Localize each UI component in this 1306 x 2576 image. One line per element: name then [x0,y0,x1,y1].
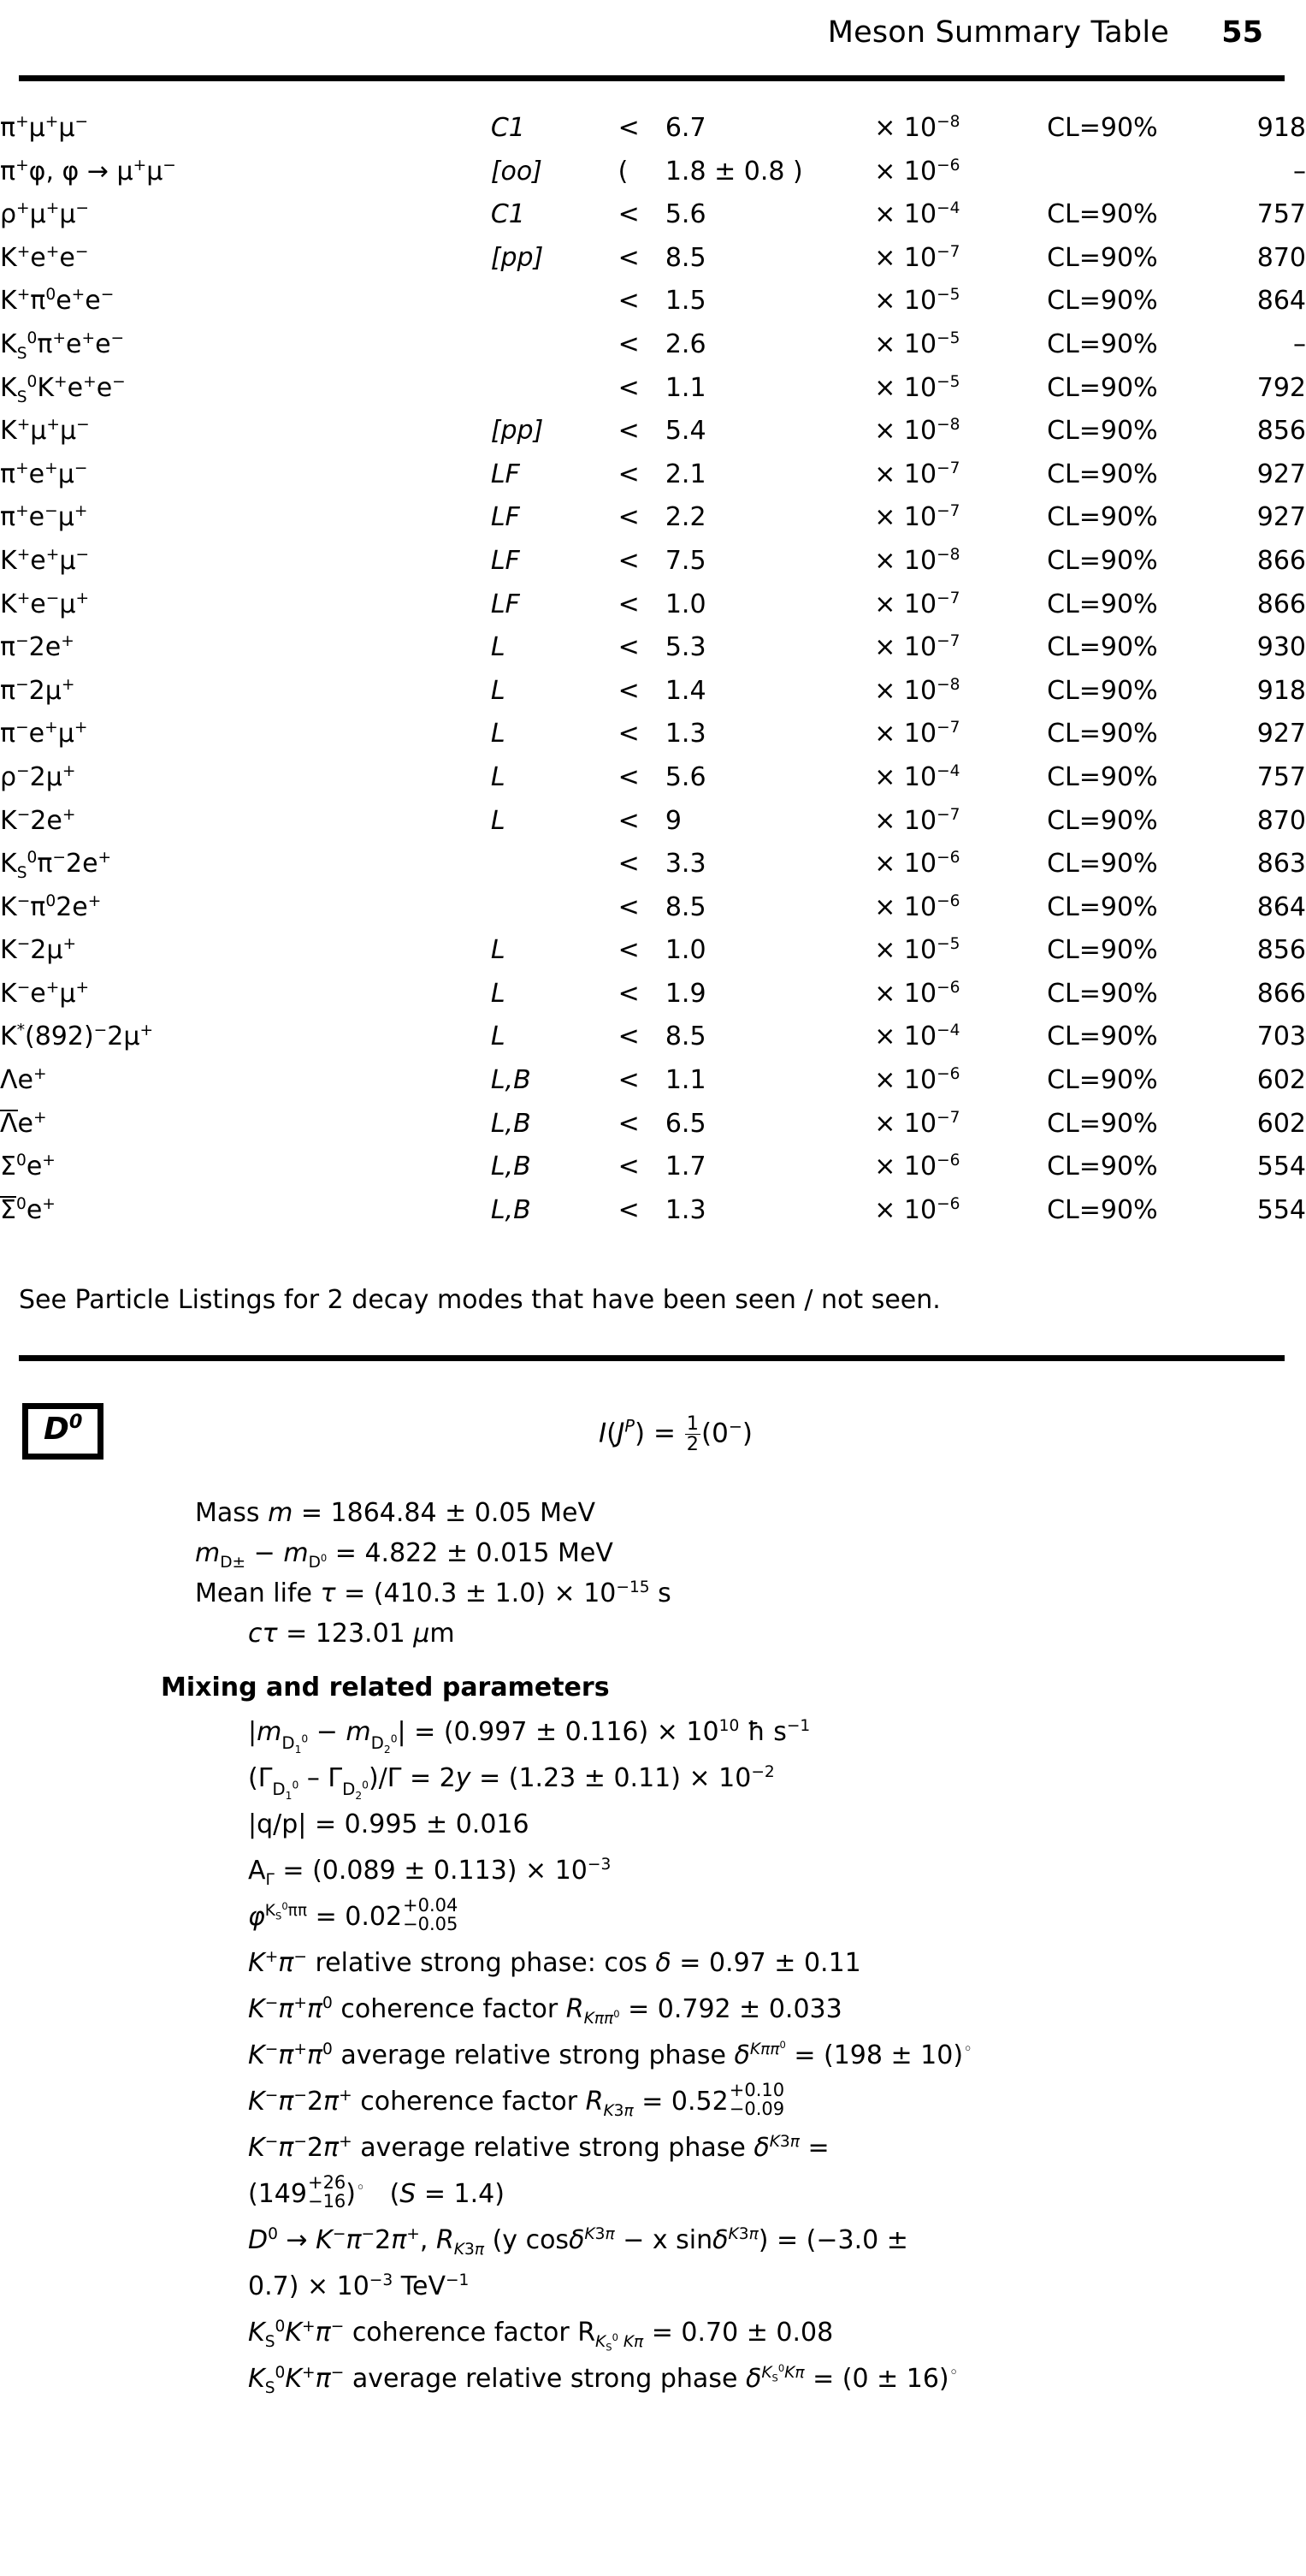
mixing-parameter-line: $K^-\pi^+\pi^0$ coherence factor $R_{K\pi\pi^0} = 0.792 \pm 0.033$ [248,1994,842,2028]
decay-exponent-cell: × $10^{-7}$ [874,719,960,749]
confidence-level-cell: CL=90% [1047,719,1158,749]
decay-flag-cell: C1 [490,199,525,230]
decay-value-cell: 8.5 [665,1022,706,1052]
table-row [0,670,1306,714]
particle-properties [0,1493,1306,2402]
decay-mode-cell: K−2e+ [0,805,76,836]
decay-flag-cell: L,B [490,1108,531,1139]
decay-exponent-cell: × $10^{-5}$ [874,329,960,359]
decay-mode-cell: ρ−2μ+ [0,761,76,792]
decay-exponent-cell: × $10^{-6}$ [874,891,960,922]
decay-value-cell: 1.5 [665,286,706,317]
confidence-level-cell: CL=90% [1047,935,1158,966]
momentum-cell: 602 [1256,1108,1306,1139]
momentum-cell: 866 [1256,589,1306,619]
table-row [0,843,1306,886]
decay-value-cell: 2.1 [665,459,706,489]
confidence-level-cell: CL=90% [1047,372,1158,403]
confidence-level-cell: CL=90% [1047,1022,1158,1052]
confidence-level-cell: CL=90% [1047,891,1158,922]
decay-flag-cell [491,280,618,323]
table-row [0,800,1306,844]
momentum-cell: – [1293,156,1306,187]
decay-flag-cell [491,886,618,930]
confidence-level-cell: CL=90% [1047,329,1158,359]
decay-table-body [0,107,1306,1232]
limit-operator-cell: < [618,286,640,317]
decay-value-cell: 8.5 [665,891,706,922]
decay-flag-cell: L [490,1022,505,1052]
table-footnote: See Particle Listings for 2 decay modes that have been seen / not seen. [19,1285,941,1315]
decay-exponent-cell: × $10^{-6}$ [874,1065,960,1096]
table-row [0,1103,1306,1146]
limit-operator-cell: < [618,113,640,143]
table-row [0,1146,1306,1189]
decay-flag-cell: L,B [490,1194,531,1225]
decay-exponent-cell: × $10^{-6}$ [874,156,960,187]
momentum-cell: 866 [1256,978,1306,1009]
limit-operator-cell: < [618,891,640,922]
mixing-parameter-line: $A_\Gamma = (0.089 \pm 0.113) \times 10^{-3}$ [248,1856,612,1889]
table-row [0,1189,1306,1233]
confidence-level-cell: CL=90% [1047,761,1158,792]
decay-flag-cell: L [490,719,505,749]
limit-operator-cell: < [618,935,640,966]
table-row [0,367,1306,411]
table-row [0,237,1306,281]
table-row [0,453,1306,497]
property-line: Mass m = 1864.84 ± 0.05 MeV [195,1498,595,1528]
decay-mode-cell: π+e−μ+ [0,502,88,533]
table-row [0,626,1306,670]
decay-exponent-cell: × $10^{-5}$ [874,372,960,403]
limit-operator-cell: < [618,372,640,403]
decay-exponent-cell: × $10^{-7}$ [874,1108,960,1139]
decay-mode-cell: ρ+μ+μ− [0,199,90,230]
confidence-level-cell: CL=90% [1047,113,1158,143]
decay-mode-cell: K+μ+μ− [0,416,90,447]
mixing-parameter-line: K−π−2π+ average relative strong phase $\delta^{K3\pi}$ = [248,2133,830,2163]
momentum-cell: 554 [1256,1194,1306,1225]
limit-operator-cell: < [618,1194,640,1225]
limit-operator-cell: < [618,545,640,576]
page-title: Meson Summary Table [827,15,1169,50]
momentum-cell: 866 [1256,545,1306,576]
decay-exponent-cell: × $10^{-5}$ [874,286,960,317]
decay-flag-cell: C1 [490,113,525,143]
decay-mode-cell: $K_S^0K^+e^+e^-$ [0,372,126,406]
property-line: $m_{D\pm} - m_{D^0} = 4.822 \pm 0.015$ MeV [195,1538,613,1572]
table-row [0,929,1306,973]
decay-flag-cell [491,843,618,886]
mixing-parameter-line: K−π−2π+ coherence factor $R_{K3\pi} = 0.52$ +0.10 −0.09 [248,2080,785,2120]
decay-exponent-cell: × $10^{-4}$ [874,1022,960,1052]
confidence-level-cell: CL=90% [1047,1194,1158,1225]
decay-value-cell: 5.6 [665,761,706,792]
decay-flag-cell: LF [490,589,520,619]
limit-operator-cell: < [618,719,640,749]
decay-exponent-cell: × $10^{-4}$ [874,199,960,230]
mixing-parameters-list [0,1709,1306,2402]
decay-flag-cell: L,B [490,1152,531,1182]
decay-flag-cell: [oo] [490,156,542,187]
confidence-level-cell: CL=90% [1047,978,1158,1009]
limit-operator-cell: < [618,502,640,533]
decay-mode-cell: K+e+μ− [0,545,90,576]
table-row [0,1059,1306,1103]
table-row [0,280,1306,323]
decay-value-cell: 6.5 [665,1108,706,1139]
decay-value-cell: 1.1 [665,1065,706,1096]
decay-mode-cell: π+μ+μ− [0,113,89,143]
decay-exponent-cell: × $10^{-4}$ [874,761,960,792]
limit-operator-cell: < [618,805,640,836]
property-line: cτ = 123.01 μm [248,1619,455,1649]
limit-operator-cell: < [618,1065,640,1096]
decay-flag-cell: [pp] [490,416,544,447]
particle-symbol: $D^0$ [44,1411,83,1447]
mixing-parameter-line: |q/p| = 0.995 ± 0.016 [248,1809,529,1839]
decay-value-cell: 1.3 [665,1194,706,1225]
decay-flag-cell: L [490,935,505,966]
table-row [0,496,1306,540]
limit-operator-cell: < [618,978,640,1009]
section-divider [19,1355,1285,1361]
decay-mode-cell: π+e+μ− [0,459,88,489]
decay-mode-cell: $\Sigma^0e^+$ [0,1194,56,1225]
limit-operator-cell: < [618,329,640,359]
momentum-cell: 927 [1256,502,1306,533]
decay-mode-cell: $K_S^0\pi^+e^+e^-$ [0,329,125,363]
decay-flag-cell: L [490,761,505,792]
limit-operator-cell: < [618,459,640,489]
table-row [0,323,1306,367]
decay-flag-cell: L [490,978,505,1009]
momentum-cell: 792 [1256,372,1306,403]
decay-exponent-cell: × $10^{-6}$ [874,1194,960,1225]
decay-mode-cell: K+e+e− [0,242,89,273]
decay-exponent-cell: × $10^{-6}$ [874,849,960,879]
header-divider [19,75,1285,81]
decay-value-cell: 7.5 [665,545,706,576]
basic-properties-list [0,1493,1306,1654]
momentum-cell: 927 [1256,719,1306,749]
table-row [0,713,1306,756]
table-row [0,1016,1306,1059]
momentum-cell: 864 [1256,891,1306,922]
decay-exponent-cell: × $10^{-7}$ [874,502,960,533]
table-row [0,107,1306,151]
mixing-parameter-line: $K_S^0K^+\pi^-$ average relative strong phase $\delta^{K_S^0K\pi} = (0 \pm 16)^◦$ [248,2361,959,2397]
momentum-cell: 864 [1256,286,1306,317]
decay-mode-cell: Λe+ [0,1108,47,1139]
limit-operator-cell: < [618,589,640,619]
limit-operator-cell: < [618,416,640,447]
mixing-section-heading: Mixing and related parameters [161,1673,610,1703]
decay-mode-cell: $\Sigma^0e^+$ [0,1152,56,1182]
decay-mode-cell: $K^+\pi^0e^+e^-$ [0,286,115,317]
limit-operator-cell: < [618,1022,640,1052]
mixing-parameter-line: $(\Gamma D_1^0 - \Gamma D_2^0)/\Gamma = 2y = (1.23 \pm 0.11) \times 10^{-2}$ [248,1763,775,1803]
confidence-level-cell: CL=90% [1047,286,1158,317]
table-row [0,151,1306,194]
decay-flag-cell [491,323,618,367]
decay-mode-cell: $K_S^0\pi^-2e^+$ [0,849,112,883]
decay-mode-cell: Λe+ [0,1065,47,1096]
momentum-cell: 870 [1256,242,1306,273]
decay-value-cell: 9 [665,805,682,836]
momentum-cell: 856 [1256,935,1306,966]
limit-operator-cell: < [618,675,640,706]
decay-value-cell: 1.3 [665,719,706,749]
decay-value-cell: 2.6 [665,329,706,359]
limit-operator-cell: < [618,1152,640,1182]
decay-exponent-cell: × $10^{-7}$ [874,459,960,489]
decay-value-cell: 1.1 [665,372,706,403]
momentum-cell: – [1293,329,1306,359]
confidence-level-cell [1047,151,1197,194]
momentum-cell: 554 [1256,1152,1306,1182]
decay-mode-cell: π+φ, φ → μ+μ− [0,156,176,187]
decay-mode-cell: π−2e+ [0,632,74,663]
momentum-cell: 930 [1256,632,1306,663]
quantum-numbers: $I(J^P)$ = $\frac{1}{2}$ (0−) [599,1412,753,1455]
decay-flag-cell: L [490,675,505,706]
decay-mode-cell: π−2μ+ [0,675,75,706]
confidence-level-cell: CL=90% [1047,502,1158,533]
decay-value-cell: 5.3 [665,632,706,663]
confidence-level-cell: CL=90% [1047,1152,1158,1182]
mixing-parameter-line: $K_S^0K^+\pi^-$ coherence factor $R_{K_S^0 K\pi} = 0.70 \pm 0.08$ [248,2318,834,2354]
decay-mode-cell: K−e+μ+ [0,978,90,1009]
mixing-parameter-line: (149 +26 −16 )◦ (S = 1.4) [248,2172,505,2212]
decay-flag-cell: L,B [490,1065,531,1096]
confidence-level-cell: CL=90% [1047,545,1158,576]
decay-exponent-cell: × $10^{-8}$ [874,545,960,576]
page-number: 55 [1221,15,1263,50]
decay-modes-table [0,107,1306,1232]
decay-exponent-cell: × $10^{-6}$ [874,978,960,1009]
mixing-parameter-line: $\varphi^{K_S^0\pi\pi} = 0.02$ +0.04 −0.05 [248,1895,458,1935]
decay-exponent-cell: × $10^{-6}$ [874,1152,960,1182]
particle-name-box [22,1403,103,1460]
decay-value-cell: 5.6 [665,199,706,230]
decay-exponent-cell: × $10^{-7}$ [874,242,960,273]
mixing-parameter-line: $K^-\pi^+\pi^0$ average relative strong phase $\delta^{K\pi\pi^0} = (198 \pm 10)^◦$ [248,2038,973,2070]
mixing-parameter-line: $D^0 \to K^-\pi^-2\pi^+$, $R_{K3\pi}$ (y cosδ$^{K3\pi}$ − x sinδ$^{K3\pi}$) = (−3.0 ± [248,2225,908,2259]
momentum-cell: 918 [1256,113,1306,143]
decay-value-cell: 1.8 ± 0.8 ) [665,156,803,187]
decay-mode-cell: K+e−μ+ [0,589,90,619]
momentum-cell: 863 [1256,849,1306,879]
momentum-cell: 870 [1256,805,1306,836]
table-row [0,886,1306,930]
limit-operator-cell: < [618,1108,640,1139]
table-row [0,410,1306,453]
decay-flag-cell [491,367,618,411]
table-row [0,193,1306,237]
momentum-cell: 918 [1256,675,1306,706]
decay-flag-cell: L [490,805,505,836]
decay-value-cell: 1.0 [665,935,706,966]
momentum-cell: 856 [1256,416,1306,447]
mixing-parameter-line: $|mD_1^0 - mD_2^0| = (0.997 \pm 0.116) \times 10^{10}$ ħ $s^{-1}$ [248,1717,811,1756]
table-row [0,583,1306,627]
mixing-parameter-line: $0.7) \times 10^{-3}$ TeV$^{-1}$ [248,2271,470,2301]
decay-exponent-cell: × $10^{-7}$ [874,589,960,619]
decay-exponent-cell: × $10^{-5}$ [874,935,960,966]
limit-operator-cell: < [618,199,640,230]
confidence-level-cell: CL=90% [1047,632,1158,663]
decay-flag-cell: [pp] [490,242,544,273]
decay-value-cell: 1.0 [665,589,706,619]
decay-exponent-cell: × $10^{-7}$ [874,805,960,836]
decay-flag-cell: LF [490,459,520,489]
decay-value-cell: 1.7 [665,1152,706,1182]
decay-flag-cell: L [490,632,505,663]
decay-mode-cell: K−2μ+ [0,935,77,966]
decay-flag-cell: LF [490,502,520,533]
table-row [0,973,1306,1016]
decay-exponent-cell: × $10^{-8}$ [874,416,960,447]
limit-operator-cell: < [618,761,640,792]
decay-exponent-cell: × $10^{-8}$ [874,113,960,143]
decay-mode-cell: π−e+μ+ [0,719,88,749]
property-line: Mean life $\tau = (410.3 \pm 1.0) \times 10^{-15}$ s [195,1578,671,1608]
confidence-level-cell: CL=90% [1047,416,1158,447]
momentum-cell: 602 [1256,1065,1306,1096]
page-header [0,15,1263,50]
limit-operator-cell: < [618,242,640,273]
confidence-level-cell: CL=90% [1047,589,1158,619]
decay-value-cell: 5.4 [665,416,706,447]
mixing-parameter-line: K+π− relative strong phase: cos δ = 0.97 ± 0.11 [248,1948,861,1978]
decay-mode-cell: K*(892)−2μ+ [0,1022,154,1052]
confidence-level-cell: CL=90% [1047,199,1158,230]
decay-value-cell: 6.7 [665,113,706,143]
decay-value-cell: 8.5 [665,242,706,273]
confidence-level-cell: CL=90% [1047,1065,1158,1096]
decay-value-cell: 1.4 [665,675,706,706]
confidence-level-cell: CL=90% [1047,459,1158,489]
decay-value-cell: 3.3 [665,849,706,879]
decay-exponent-cell: × $10^{-8}$ [874,675,960,706]
limit-operator-cell: < [618,849,640,879]
confidence-level-cell: CL=90% [1047,675,1158,706]
confidence-level-cell: CL=90% [1047,805,1158,836]
limit-operator-cell: ( [618,156,629,187]
momentum-cell: 927 [1256,459,1306,489]
table-row [0,756,1306,800]
confidence-level-cell: CL=90% [1047,849,1158,879]
decay-mode-cell: $K^-\pi^02e^+$ [0,891,102,922]
momentum-cell: 703 [1256,1022,1306,1052]
confidence-level-cell: CL=90% [1047,242,1158,273]
decay-value-cell: 2.2 [665,502,706,533]
decay-exponent-cell: × $10^{-7}$ [874,632,960,663]
confidence-level-cell: CL=90% [1047,1108,1158,1139]
limit-operator-cell: < [618,632,640,663]
decay-flag-cell: LF [490,545,520,576]
table-row [0,540,1306,583]
momentum-cell: 757 [1256,761,1306,792]
momentum-cell: 757 [1256,199,1306,230]
decay-value-cell: 1.9 [665,978,706,1009]
